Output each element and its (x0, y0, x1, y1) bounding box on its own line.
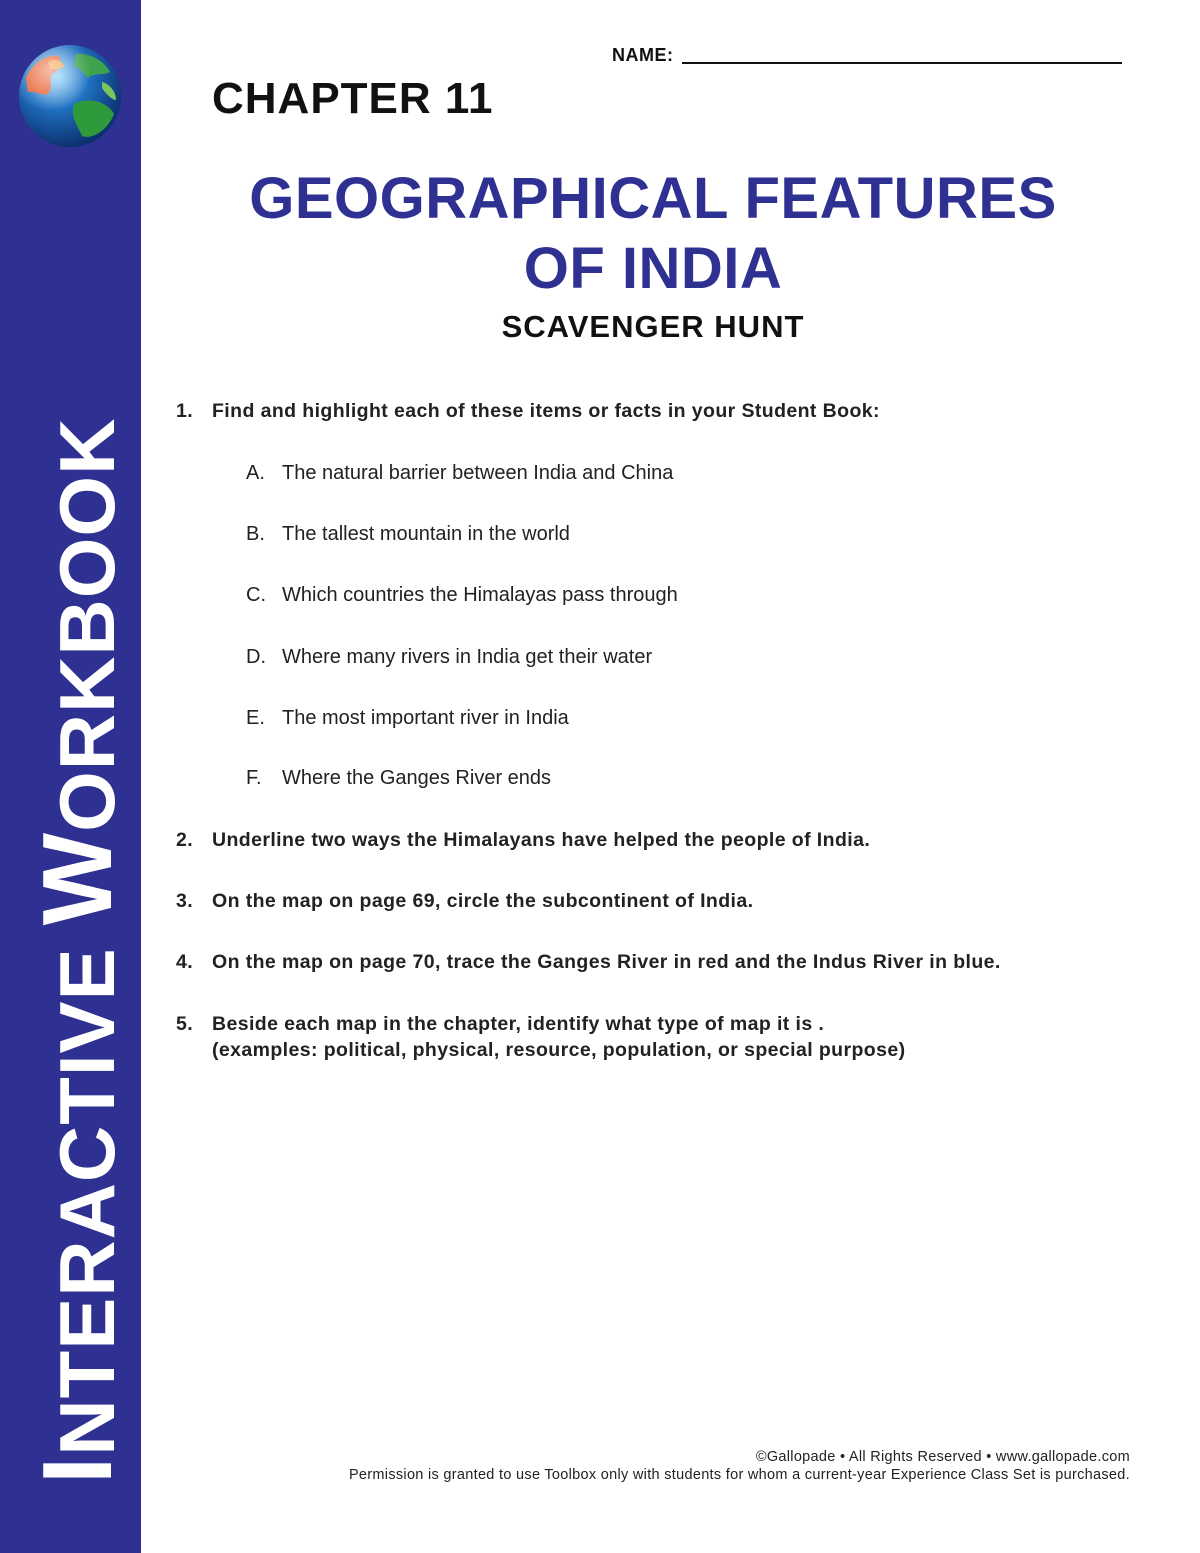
copyright-line: ©Gallopade • All Rights Reserved • www.gallopade.com (755, 1449, 1130, 1465)
item-text: Where the Ganges River ends (282, 767, 552, 789)
question-text: On the map on page 70, trace the Ganges River in red and the Indus River in blue. (212, 951, 1001, 973)
page-title-line-2: OF INDIA (523, 236, 783, 301)
question-number: 5. (176, 1013, 194, 1035)
item-letter: F. (246, 767, 262, 789)
globe-icon (18, 44, 122, 148)
page-title-line-1: GEOGRAPHICAL FEATURES (249, 166, 1057, 231)
question-number: 2. (176, 829, 194, 851)
sidebar-initial-i: I (22, 1455, 132, 1484)
name-row (612, 45, 1122, 66)
question-number: 4. (176, 951, 194, 973)
chapter-heading: CHAPTER 11 (212, 74, 494, 123)
name-label: NAME: (612, 45, 674, 65)
item-letter: D. (246, 646, 266, 668)
question-text-continued: (examples: political, physical, resource, population, or special purpose) (212, 1039, 906, 1061)
name-field[interactable] (682, 62, 1122, 64)
page-subtitle: SCAVENGER HUNT (501, 309, 805, 344)
item-letter: A. (246, 462, 265, 484)
question-text: Find and highlight each of these items or facts in your Student Book: (212, 400, 880, 422)
list-item-b (246, 521, 570, 547)
item-letter: E. (246, 707, 265, 729)
question-number: 1. (176, 400, 194, 422)
list-item-e (246, 705, 569, 731)
question-number: 3. (176, 890, 194, 912)
item-letter: C. (246, 584, 266, 606)
sidebar-word-workbook: ORKBOOK (43, 417, 131, 832)
item-letter: B. (246, 523, 265, 545)
sidebar-initial-w: W (22, 831, 132, 926)
list-item-c (246, 582, 678, 608)
question-1 (176, 398, 880, 424)
question-4 (176, 949, 1001, 975)
item-text: The most important river in India (282, 707, 569, 729)
list-item-a (246, 460, 673, 486)
list-item-f (246, 765, 551, 791)
item-text: The tallest mountain in the world (282, 523, 570, 545)
permission-line: Permission is granted to use Toolbox only with students for whom a current-year Experience Class Set is purchased. (348, 1467, 1130, 1483)
sidebar-title (22, 394, 132, 1484)
sidebar-word-interactive: NTERACTIVE (43, 947, 131, 1456)
list-item-d (246, 644, 652, 670)
question-2 (176, 827, 870, 853)
question-text: On the map on page 69, circle the subcontinent of India. (212, 890, 754, 912)
sidebar (0, 0, 141, 1553)
item-text: Where many rivers in India get their water (282, 646, 653, 668)
item-text: The natural barrier between India and China (282, 462, 674, 484)
item-text: Which countries the Himalayas pass through (282, 584, 678, 606)
question-text: Beside each map in the chapter, identify what type of map it is . (212, 1013, 825, 1035)
question-3 (176, 888, 753, 914)
question-5 (176, 1011, 905, 1063)
question-text: Underline two ways the Himalayans have helped the people of India. (212, 829, 871, 851)
